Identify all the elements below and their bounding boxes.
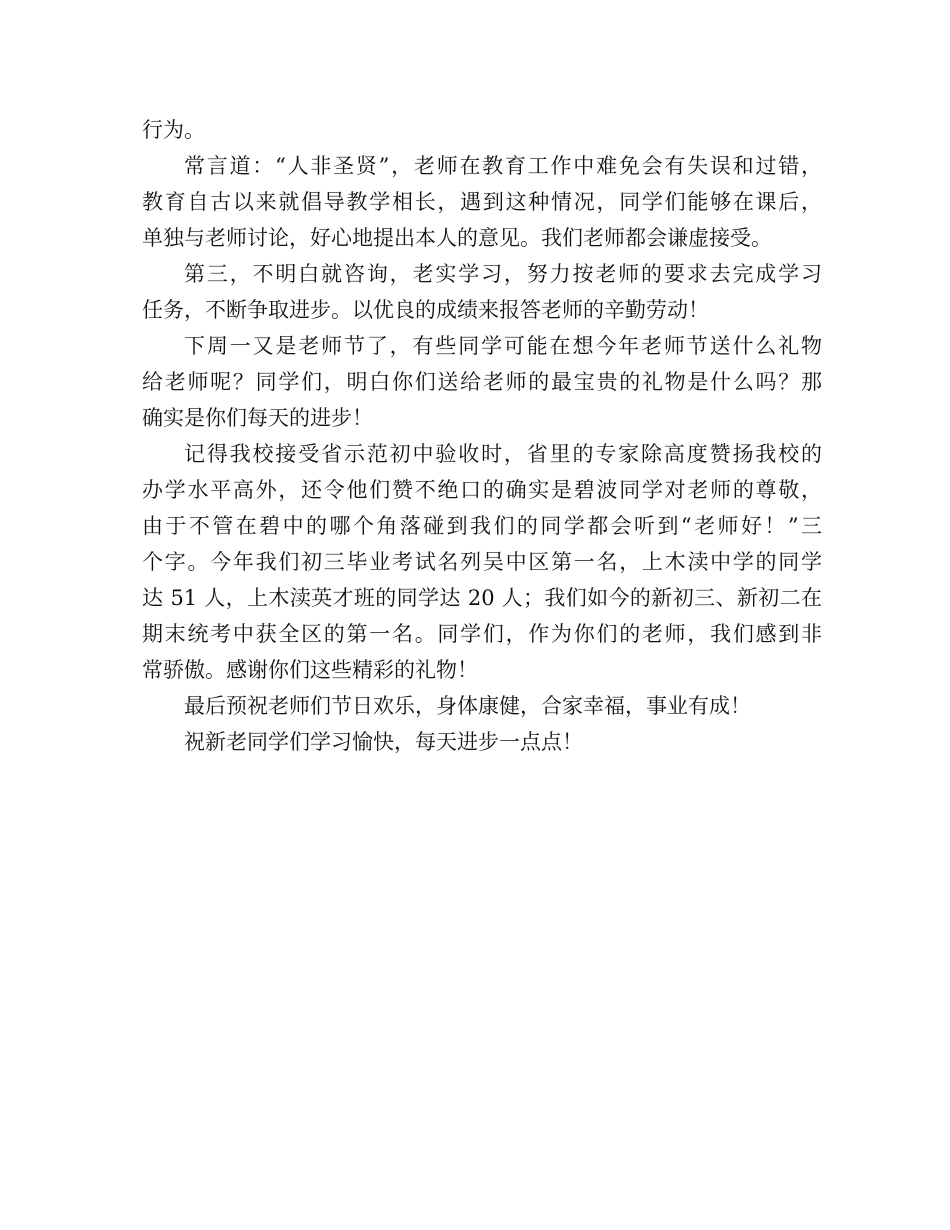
text-line-1: 行为。 [142, 118, 205, 142]
text-line-4: 单独与老师讨论，好心地提出本人的意见。我们老师都会谦虚接受。 [142, 226, 772, 250]
text-line-11: 办学水平高外，还令他们赞不绝口的确实是碧波同学对老师的尊敬， [142, 478, 822, 502]
text-line-17: 最后预祝老师们节日欢乐，身体康健，合家幸福，事业有成！ [184, 694, 751, 718]
text-line-12: 由于不管在碧中的哪个角落碰到我们的同学都会听到“老师好！”三 [142, 514, 822, 538]
document-body [142, 112, 822, 760]
text-line-2: 常言道：“人非圣贤”，老师在教育工作中难免会有失误和过错， [184, 154, 822, 178]
text-line-8: 给老师呢？同学们，明白你们送给老师的最宝贵的礼物是什么吗？那 [142, 370, 822, 394]
text-line-5: 第三，不明白就咨询，老实学习，努力按老师的要求去完成学习 [184, 262, 822, 286]
text-line-18: 祝新老同学们学习愉快，每天进步一点点！ [184, 730, 583, 754]
text-line-15: 期末统考中获全区的第一名。同学们，作为你们的老师，我们感到非 [142, 622, 822, 646]
text-line-7: 下周一又是老师节了，有些同学可能在想今年老师节送什么礼物 [184, 334, 822, 358]
text-line-13: 个字。今年我们初三毕业考试名列吴中区第一名，上木渎中学的同学 [142, 550, 822, 574]
text-line-14: 达 51 人，上木渎英才班的同学达 20 人；我们如今的新初三、新初二在 [142, 586, 822, 610]
text-line-16: 常骄傲。感谢你们这些精彩的礼物！ [142, 658, 478, 682]
text-line-3: 教育自古以来就倡导教学相长，遇到这种情况，同学们能够在课后， [142, 190, 822, 214]
text-line-9: 确实是你们每天的进步！ [142, 406, 373, 430]
text-line-10: 记得我校接受省示范初中验收时，省里的专家除高度赞扬我校的 [184, 442, 822, 466]
text-line-6: 任务，不断争取进步。以优良的成绩来报答老师的辛勤劳动！ [142, 298, 709, 322]
